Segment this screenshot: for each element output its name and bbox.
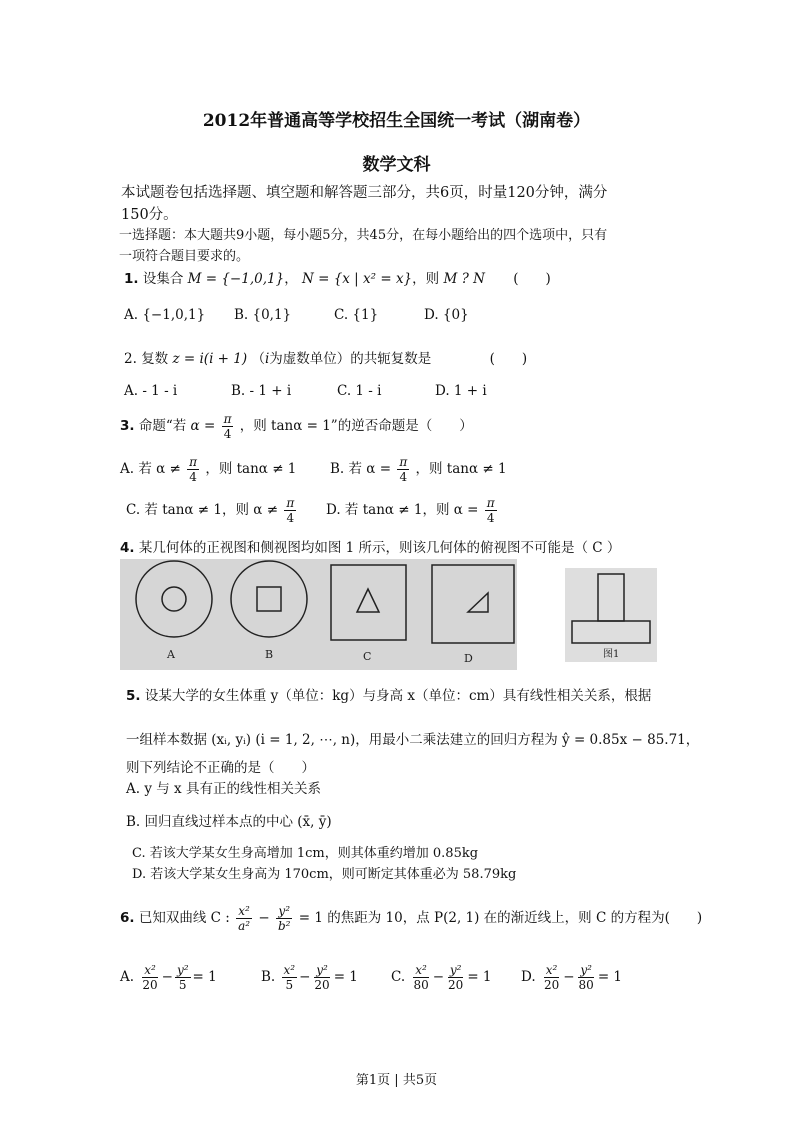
- question-1: 1. 设集合 M = {−1,0,1}， N = {x | x² = x}，则 M ? N ( ): [124, 271, 551, 287]
- q2-expr: z = i(i + 1): [172, 351, 248, 367]
- section-line-1: 一选择题：本大题共9小题，每小题5分，共45分，在每小题给出的四个选项中，只有: [119, 228, 608, 243]
- q1-set-n: N = {x | x² = x}: [301, 271, 413, 287]
- question-number: 5.: [126, 688, 141, 704]
- q3-text-b: ，则 tanα = 1”的逆否命题是（ ）: [239, 418, 473, 434]
- section-line-2: 一项符合题目要求的。: [119, 249, 250, 264]
- q3-option-a: A. 若 α ≠ $\frac{\pi}{4}$ ，则 tanα ≠ 1: [120, 455, 297, 484]
- page-title: 2012年普通高等学校招生全国统一考试（湖南卷）: [202, 111, 591, 131]
- front-view-drawing: [565, 568, 657, 662]
- q6-option-d: D. $\frac{\text{x²}}{20}$ − $\frac{\text{y²}}{80}$ = 1: [521, 963, 623, 992]
- q3-option-c: C. 若 tanα ≠ 1，则 α ≠ $\frac{\pi}{4}$: [126, 496, 295, 525]
- intro-line-1: 本试题卷包括选择题、填空题和解答题三部分，共6页，时量120分钟，满分: [121, 185, 608, 201]
- question-4: [120, 536, 620, 556]
- question-3: [120, 412, 473, 441]
- q1-text-b: ，则: [412, 271, 440, 287]
- fraction-pi-4: $\frac{\pi}{4}$: [486, 496, 495, 525]
- question-number: 1.: [124, 271, 139, 287]
- q1-option-a: A. {−1,0,1}: [124, 307, 206, 323]
- page-subtitle: 数学文科: [362, 155, 431, 175]
- question-5: [126, 684, 651, 704]
- q1-relation: M ? N: [443, 271, 485, 287]
- q5-option-b: B. 回归直线过样本点的中心 (x̄, ȳ): [126, 814, 332, 830]
- question-number: 4.: [120, 540, 135, 556]
- q4-text: 某几何体的正视图和侧视图均如图 1 所示，则该几何体的俯视图不可能是（ C ）: [138, 540, 621, 556]
- question-number: 6.: [120, 910, 135, 926]
- fraction-pi-4: $\frac{\pi}{4}$: [223, 412, 232, 441]
- q6-option-a: A. $\frac{\text{x²}}{20}$ − $\frac{\text{y²}}{5}$ = 1: [120, 963, 217, 992]
- q2-option-a: A. - 1 - i: [124, 383, 178, 399]
- q6-text-b: = 1 的焦距为 10，点 P(2, 1) 在的渐近线上，则 C 的方程为( ): [298, 910, 703, 926]
- question-6: 6. 已知双曲线 C : $\frac{\text{x²}}{\text{a²}}$ − $\frac{\text{y²}}{\text{b²}}$ = 1 的焦距为 10，点 P(2, 1) 在的渐近线上，则 C 的方程为( ): [120, 904, 703, 933]
- q2-text-a: 复数: [141, 351, 169, 367]
- q3-option-b: B. 若 α = $\frac{\pi}{4}$ ，则 tanα ≠ 1: [330, 455, 507, 484]
- q2-text-c: 为虚数单位）的共轭复数是: [269, 351, 432, 367]
- q6-option-c: C. $\frac{\text{x²}}{80}$ − $\frac{\text{y²}}{20}$ = 1: [391, 963, 492, 992]
- fraction-pi-4: $\frac{\pi}{4}$: [399, 455, 408, 484]
- question-number: 3.: [120, 418, 135, 434]
- q6-text-a: 已知双曲线 C :: [138, 910, 230, 926]
- question-2: [124, 347, 527, 367]
- options-figure: [120, 559, 517, 670]
- option-label-a: A: [167, 648, 175, 661]
- q6-option-b: B. $\frac{\text{x²}}{5}$ − $\frac{\text{y²}}{20}$ = 1: [261, 963, 358, 992]
- figure-1-label: 图1: [603, 649, 620, 660]
- q1-set-m: M = {−1,0,1}: [187, 271, 285, 287]
- answer-paren: ( ): [489, 351, 528, 367]
- fraction-x2-a2: $\frac{\text{x²}}{\text{a²}}$: [238, 904, 251, 933]
- q5-option-a: A. y 与 x 具有正的线性相关关系: [126, 781, 321, 797]
- fraction-y2-b2: $\frac{\text{y²}}{\text{b²}}$: [277, 904, 291, 933]
- q3-option-d: D. 若 tanα ≠ 1，则 α = $\frac{\pi}{4}$: [326, 496, 495, 525]
- option-label-d: D: [464, 652, 473, 665]
- q1-option-b: B. {0,1}: [234, 307, 292, 323]
- answer-paren: ( ): [513, 271, 551, 287]
- q2-option-c: C. 1 - i: [337, 383, 382, 399]
- q5-option-d: D. 若该大学某女生身高为 170cm，则可断定其体重必为 58.79kg: [132, 867, 517, 882]
- view-options-drawing: [120, 559, 517, 670]
- q2-option-d: D. 1 + i: [435, 383, 487, 399]
- fraction-pi-4: $\frac{\pi}{4}$: [189, 455, 198, 484]
- q3-alpha-eq: α =: [190, 418, 216, 434]
- q1-option-d: D. {0}: [424, 307, 469, 323]
- q5-line-2: 一组样本数据 (xᵢ, yᵢ) (i = 1, 2, ⋯, n)，用最小二乘法建立的回归方程为 ŷ = 0.85x − 85.71，: [126, 732, 700, 748]
- page-footer: 第1页 | 共5页: [355, 1073, 438, 1088]
- intro-line-2: 150分。: [121, 207, 178, 223]
- q2-text-b: （: [251, 351, 265, 367]
- q3-text-a: 命题“若: [138, 418, 187, 434]
- q1-option-c: C. {1}: [334, 307, 379, 323]
- q1-text-a: 设集合: [142, 271, 184, 287]
- figure-1: [565, 568, 657, 662]
- fraction-pi-4: $\frac{\pi}{4}$: [286, 496, 295, 525]
- q2-option-b: B. - 1 + i: [231, 383, 292, 399]
- q5-line-1: 设某大学的女生体重 y（单位：kg）与身高 x（单位：cm）具有线性相关关系，根据: [144, 688, 652, 704]
- q5-line-3: 则下列结论不正确的是（ ）: [126, 760, 315, 776]
- option-label-b: B: [265, 648, 274, 661]
- q5-option-c: C. 若该大学某女生身高增加 1cm，则其体重约增加 0.85kg: [132, 846, 479, 861]
- question-number: 2.: [124, 351, 137, 367]
- q2-i: i: [264, 351, 270, 367]
- option-label-c: C: [363, 650, 372, 663]
